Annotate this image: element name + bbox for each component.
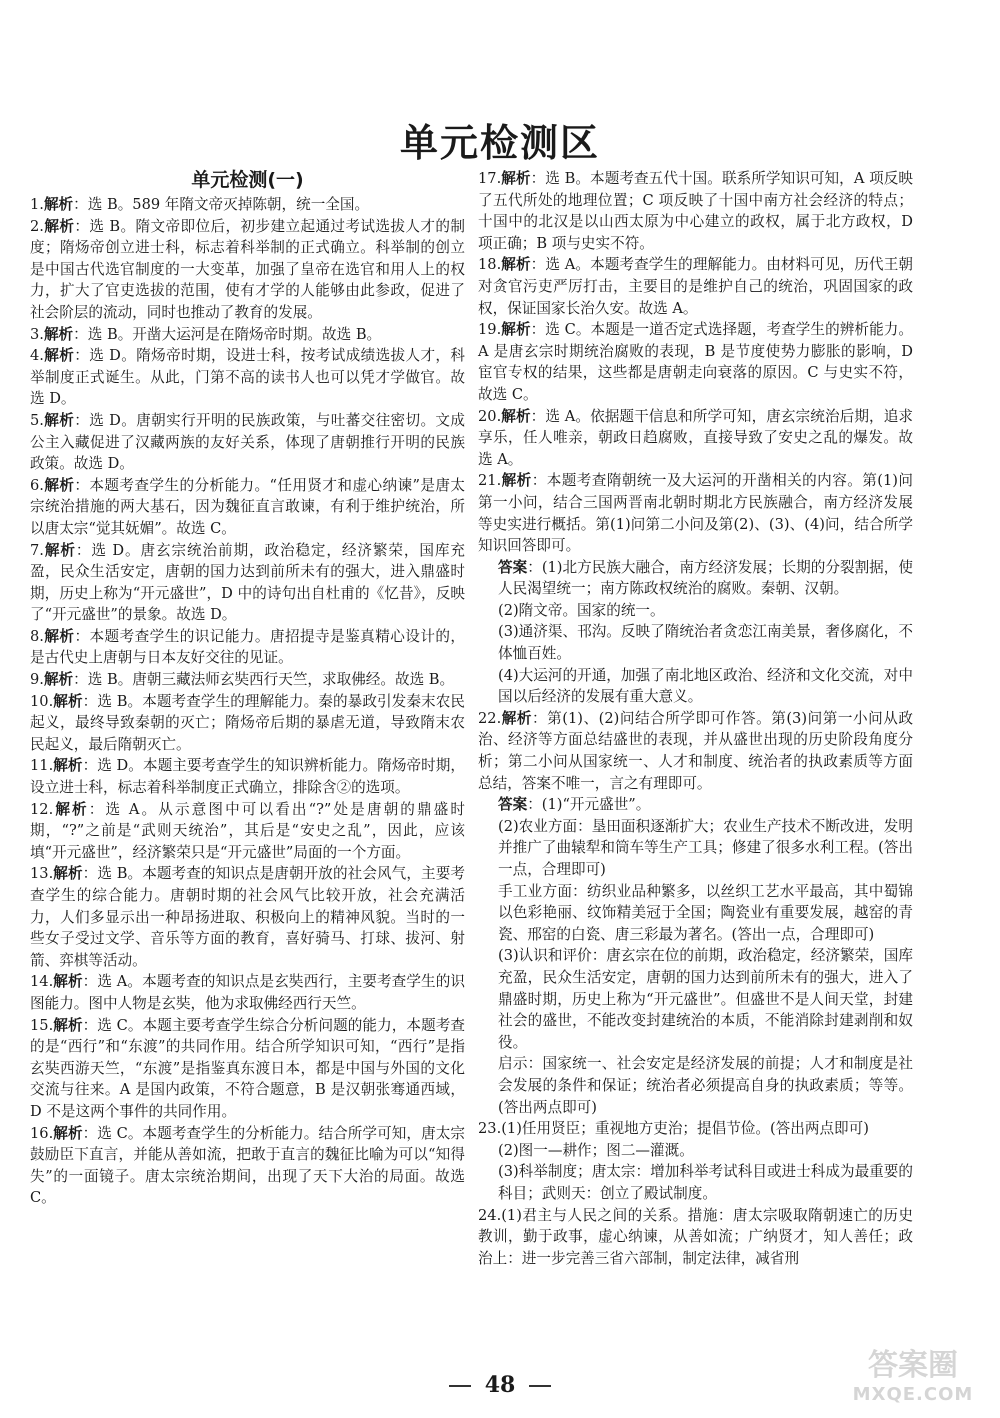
watermark-bottom: MXQE.COM (852, 1384, 974, 1405)
answer-list-left (30, 194, 465, 1209)
answer-22-line-4: 启示：国家统一、社会安定是经济发展的前提；人才和制度是社会发展的条件和保证；统治者必须提高自身的执政素质；等等。(答出两点即可) (498, 1055, 913, 1116)
answer-item: 10.解析：选 B。本题考查学生的理解能力。秦的暴政引发秦末农民起义，最终导致秦朝的灭亡；隋炀帝后期的暴虐无道，导致隋末农民起义，最后隋朝灭亡。 (30, 692, 465, 753)
page-dash-right (529, 1385, 551, 1387)
answer-22-line-0: 答案：(1)“开元盛世”。 (498, 796, 651, 814)
answer-22 (498, 794, 913, 1118)
answer-21-line-3: (4)大运河的开通，加强了南北地区政治、经济和文化交流，对中国以后经济的发展有重大意义。 (498, 666, 913, 706)
page-title: 单元检测区 (399, 121, 600, 165)
answer-item-24: 24.(1)君主与人民之间的关系。措施：唐太宗吸取隋朝速亡的历史教训，勤于政事，虚心纳谏，从善如流；广纳贤才，知人善任；政治上：进一步完善三省六部制，制定法律，减省刑 (478, 1206, 913, 1267)
answer-item: 2.解析：选 B。隋文帝即位后，初步建立起通过考试选拔人才的制度；隋炀帝创立进士科，标志着科举制的正式确立。科举制的创立是中国古代选官制度的一大变革，加强了皇帝在选官和用人上的权力，扩大了官吏选拔的范围，使有才学的人能够由此参政，促进了社会阶层的流动，同时也推动了教育的发展。 (30, 217, 465, 321)
answer-item: 17.解析：选 B。本题考查五代十国。联系所学知识可知，A 项反映了五代所处的地理位置；C 项反映了十国中南方社会经济的特点；十国中的北汉是以山西太原为中心建立的政权，属于北方政权，D 项正确；B 项与史实不符。 (478, 170, 913, 252)
answer-item: 12.解析：选 A。从示意图中可以看出“?”处是唐朝的鼎盛时期，“?”之前是“武则天统治”，其后是“安史之乱”，因此，应该填“开元盛世”，经济繁荣只是“开元盛世”局面的一个方面。 (30, 800, 465, 861)
answer-21-line-2: (3)通济渠、邗沟。反映了隋统治者贪恋江南美景，奢侈腐化，不体恤百姓。 (498, 623, 913, 663)
answer-item: 7.解析：选 D。唐玄宗统治前期，政治稳定，经济繁荣，国库充盈，民众生活安定，唐朝的国力达到前所未有的强大，进入鼎盛时期，历史上称为“开元盛世”，D 中的诗句出自杜甫的《忆昔》，反映了“开元盛世”的景象。故选 D。 (30, 541, 465, 624)
answer-item: 1.解析：选 B。589 年隋文帝灭掉陈朝，统一全国。 (30, 196, 370, 213)
watermark-logo (838, 1348, 988, 1412)
answer-22-line-3: (3)认识和评价：唐玄宗在位的前期，政治稳定，经济繁荣，国库充盈，民众生活安定，唐朝的国力达到前所未有的强大，进入了鼎盛时期，历史上称为“开元盛世”。但盛世不是人间天堂，封建社会的盛世，不能改变封建统治的本质，不能消除封建剥削和奴役。 (498, 947, 913, 1051)
page-dash-left (449, 1385, 471, 1387)
answer-item: 15.解析：选 C。本题主要考查学生综合分析问题的能力，本题考查的是“西行”和“东渡”的共同作用。结合所学知识可知，“西行”是指玄奘西游天竺，“东渡”是指鉴真东渡日本，都是中国与外国的文化交流与往来。A 是国内政策，不符合题意，B 是汉朝张骞通西域，D 不是这两个事件的共同作用。 (30, 1016, 465, 1120)
answer-item: 21.解析：本题考查隋朝统一及大运河的开凿相关的内容。第(1)问第一小问，结合三国两晋南北朝时期北方民族融合，南方经济发展等史实进行概括。第(1)问第二小问及第(2)、(3)、(4)问，结合所学知识回答即可。 (478, 472, 913, 555)
section-subtitle: 单元检测(一) (191, 169, 304, 191)
answer-item: 5.解析：选 D。唐朝实行开明的民族政策，与吐蕃交往密切。文成公主入藏促进了汉藏两族的友好关系，体现了唐朝推行开明的民族政策。故选 D。 (30, 411, 465, 473)
answer-23-line-1: (2)图一—耕作；图二—灌溉。 (498, 1141, 694, 1159)
answer-list-right (478, 168, 913, 557)
answer-item: 13.解析：选 B。本题考查的知识点是唐朝开放的社会风气，主要考查学生的综合能力。唐朝时期的社会风气比较开放，社会充满活力，人们多显示出一种昂扬进取、积极向上的精神风貌。当时的一些女子受过文学、音乐等方面的教育，喜好骑马、打球、拔河、射箭、弈棋等活动。 (30, 865, 465, 969)
answer-item: 9.解析：选 B。唐朝三藏法师玄奘西行天竺，求取佛经。故选 B。 (30, 671, 455, 689)
answer-21-line-0: 答案：(1)北方民族大融合，南方经济发展；长期的分裂割据，使人民渴望统一；南方陈政权统治的腐败。秦朝、汉朝。 (498, 558, 913, 598)
left-column (30, 168, 465, 1209)
right-column (478, 168, 913, 1269)
answer-21-line-1: (2)隋文帝。国家的统一。 (498, 601, 665, 619)
answer-item: 4.解析：选 D。隋炀帝时期，设进士科，按考试成绩选拔人才，科举制度正式诞生。从此，门第不高的读书人也可以凭才学做官。故选 D。 (30, 347, 465, 408)
answer-item: 20.解析：选 A。依据题干信息和所学可知，唐玄宗统治后期，追求享乐，任人唯亲，朝政日趋腐败，直接导致了安史之乱的爆发。故选 A。 (478, 407, 913, 468)
watermark-top: 答案圈 (868, 1348, 958, 1383)
answer-item-23: 23.(1)任用贤臣；重视地方吏治；提倡节俭。(答出两点即可) (478, 1120, 869, 1138)
answer-22-line-1: (2)农业方面：垦田面积逐渐扩大；农业生产技术不断改进，发明并推广了曲辕犁和筒车等生产工具；修建了很多水利工程。(答出一点，合理即可) (498, 817, 913, 878)
answer-22-line-2: 手工业方面：纺织业品种繁多，以丝织工艺水平最高，其中蜀锦以色彩艳丽、纹饰精美冠于全国；陶瓷业有重要发展，越窑的青瓷、邢窑的白瓷、唐三彩最为著名。(答出一点，合理即可) (498, 882, 913, 943)
answer-item-22: 22.解析：第(1)、(2)问结合所学即可作答。第(3)问第一小问从政治、经济等方面总结盛世的表现，并从盛世出现的历史阶段角度分析；第二小问从国家统一、人才和制度、统治者的执政素质等方面总结，答案不唯一，言之有理即可。 (478, 709, 913, 792)
answer-item: 19.解析：选 C。本题是一道否定式选择题，考查学生的辨析能力。A 是唐玄宗时期统治腐败的表现，B 是节度使势力膨胀的影响，D 宦官专权的结果，这些都是唐朝走向衰落的原因。C 与史实不符，故选 C。 (478, 321, 913, 403)
answer-23-line-2: (3)科举制度；唐太宗：增加科举考试科目或进士科成为最重要的科目；武则天：创立了殿试制度。 (498, 1163, 913, 1202)
answer-23 (498, 1140, 913, 1205)
answer-21 (498, 557, 913, 708)
answer-item: 8.解析：本题考查学生的识记能力。唐招提寺是鉴真精心设计的，是古代史上唐朝与日本友好交往的见证。 (30, 627, 465, 667)
answer-item: 14.解析：选 A。本题考查的知识点是玄奘西行，主要考查学生的识图能力。图中人物是玄奘，他为求取佛经西行天竺。 (30, 973, 465, 1012)
answer-item: 11.解析：选 D。本题主要考查学生的知识辨析能力。隋炀帝时期，设立进士科，标志着科举制度正式确立，排除含②的选项。 (30, 757, 465, 797)
answer-item: 6.解析：本题考查学生的分析能力。“任用贤才和虚心纳谏”是唐太宗统治措施的两大基石，因为魏征直言敢谏，有利于维护统治，所以唐太宗“觉其妩媚”。故选 C。 (30, 476, 465, 537)
answer-item: 3.解析：选 B。开凿大运河是在隋炀帝时期。故选 B。 (30, 325, 382, 343)
answer-item: 16.解析：选 C。本题考查学生的分析能力。结合所学可知，唐太宗鼓励臣下直言，并能从善如流，把敢于直言的魏征比喻为可以“知得失”的一面镜子。唐太宗统治期间，出现了天下大治的局面。故选 C。 (30, 1124, 465, 1207)
page-number: 48 (0, 1372, 1000, 1398)
answer-item: 18.解析：选 A。本题考查学生的理解能力。由材料可见，历代王朝对贪官污吏严厉打击，主要目的是维护自己的统治，巩固国家的政权，保证国家长治久安。故选 A。 (478, 256, 913, 317)
